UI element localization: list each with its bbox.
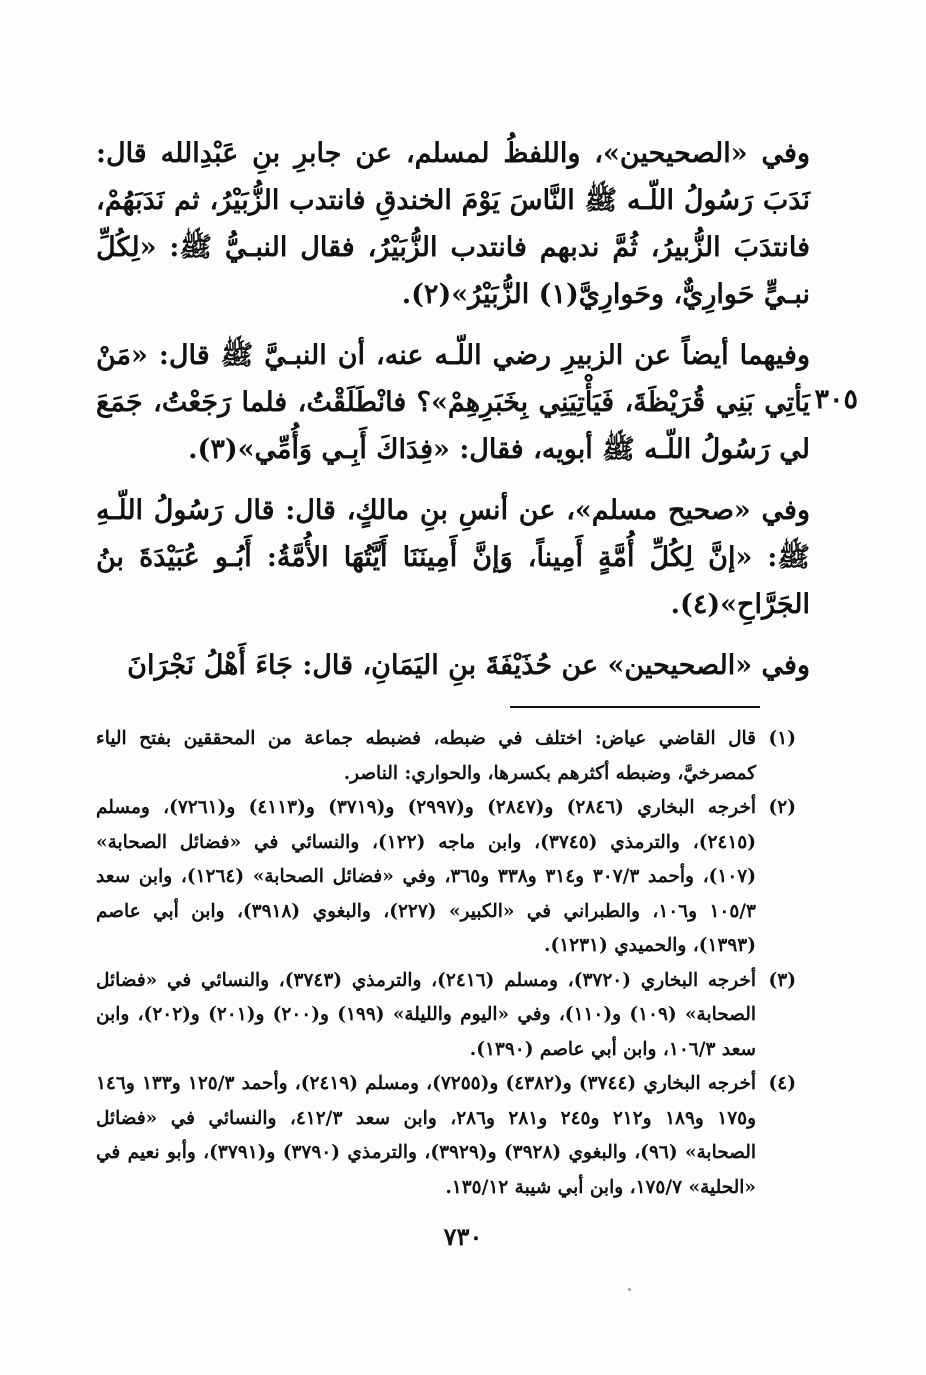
footnote-text: أخرجه البخاري (٣٧٢٠)، ومسلم (٢٤١٦)، والترمذي (٣٧٤٣)، والنسائي في «فضائل الصحابة» (١٠٩) و(١١٠)، وفي «اليوم والليلة» (١٩٩) و(٢٠٠) و(٢٠١) و(٢٠٢)، وابن سعد ١٠٦/٣، وابن أبي عاصم (١٣٩٠). <box>96 969 756 1060</box>
paragraph-anas: وفي «صحيح مسلم»، عن أنسِ بنِ مالكٍ، قال: قال رَسُولُ اللّـهِ ﷺ: «إنَّ لِكُلِّ أُمَّةٍ أَمِيناً، وَإنَّ أَمِينَنَا أَيَّتُهَا الأُمَّةُ: أَبُـو عُبَيْدَةَ بنُ الجَرَّاحِ»(٤). <box>96 495 810 620</box>
footnote-separator <box>510 706 760 708</box>
footnote-4 <box>96 1067 796 1205</box>
footnote-2 <box>96 791 796 964</box>
footnote-number: (٤) <box>768 1073 796 1094</box>
page-number: ٧٣٠ <box>443 1222 483 1251</box>
paragraph-zubair: وفيهما أيضاً عن الزبيرِ رضي اللّـه عنه، أن النبـيَّ ﷺ قال: «مَنْ يَأتِي بَنِي قُرَيْظَةَ، فَيَأْتِيَنِي بِخَبَرِهِمْ»؟ فانْطَلَقْتُ، فلما رَجَعْتُ، جَمَعَ لي رَسُولُ اللّـه ﷺ أبويه، فقال: «فِدَاكَ أَبِـي وَأُمِّي»(٣). <box>96 340 810 465</box>
main-text <box>96 130 810 703</box>
footnote-number: (٣) <box>768 969 796 991</box>
footnote-3 <box>96 964 796 1068</box>
footnote-text: أخرجه البخاري (٣٧٤٤) و(٤٣٨٢) و(٧٢٥٥)، ومسلم (٢٤١٩)، وأحمد ١٢٥/٣ و١٣٣ و١٤٦ و١٧٥ و١٨٩ و٢١٢ و٢٤٥ و٢٨١ و٢٨٦، وابن سعد ٤١٢/٣، والنسائي في «فضائل الصحابة» (٩٦)، والبغوي (٣٩٢٨) و(٣٩٢٩)، والترمذي (٣٧٩٠) و(٣٧٩١)، وأبو نعيم في «الحلية» ١٧٥/٧، وابن أبي شيبة ١٣٥/١٢. <box>96 1073 757 1198</box>
footnote-text: أخرجه البخاري (٢٨٤٦) و(٢٨٤٧) و(٢٩٩٧) و(٣٧١٩) و(٤١١٣) و(٧٢٦١)، ومسلم (٢٤١٥)، والترمذي (٣٧٤٥)، وابن ماجه (١٢٢)، والنسائي في «فضائل الصحابة» (١٠٧)، وأحمد ٣٠٧/٣ و٣١٤ و٣٣٨ و٣٦٥، وفي «فضائل الصحابة» (١٢٦٤)، وابن سعد ١٠٥/٣ و١٠٦، والطبراني في «الكبير» (٢٢٧)، والبغوي (٣٩١٨)، وابن أبي عاصم (١٣٩٣)، والحميدي (١٢٣١). <box>96 797 757 956</box>
hadith-number: ٣٠٥ <box>814 384 858 415</box>
footnote-number: (١) <box>768 728 796 749</box>
footnote-number: (٢) <box>768 797 796 818</box>
footnote-1 <box>96 722 796 791</box>
footnote-text: قال القاضي عياض: اختلف في ضبطه، فضبطه جماعة من المحققين بفتح الياء كمصرخيَّ، وضبطه أكثرهم بكسرها، والحواري: الناصر. <box>96 728 756 784</box>
footnotes <box>96 722 796 1205</box>
paragraph-hudhayfa: وفي «الصحيحين» عن حُذَيْفَةَ بنِ اليَمَانِ، قال: جَاءَ أَهْلُ نَجْرَانَ <box>127 650 810 681</box>
scan-speck <box>628 1288 631 1291</box>
paragraph-jabir: وفي «الصحيحين»، واللفظُ لمسلم، عن جابرِ بنِ عَبْدِالله قال: نَدَبَ رَسُولُ اللّـه ﷺ النَّاسَ يَوْمَ الخندقِ فانتدب الزُّبَيْرُ، ثم نَدَبَهُمْ، فانتدَبَ الزُّبيرُ، ثُمَّ ندبهم فانتدب الزُّبَيْرُ، فقال النبـيُّ ﷺ: «لِكُلِّ نبـيٍّ حَوارِيٌّ، وحَوارِيَّ(١) الزُّبَيْرُ»(٢). <box>96 138 810 310</box>
